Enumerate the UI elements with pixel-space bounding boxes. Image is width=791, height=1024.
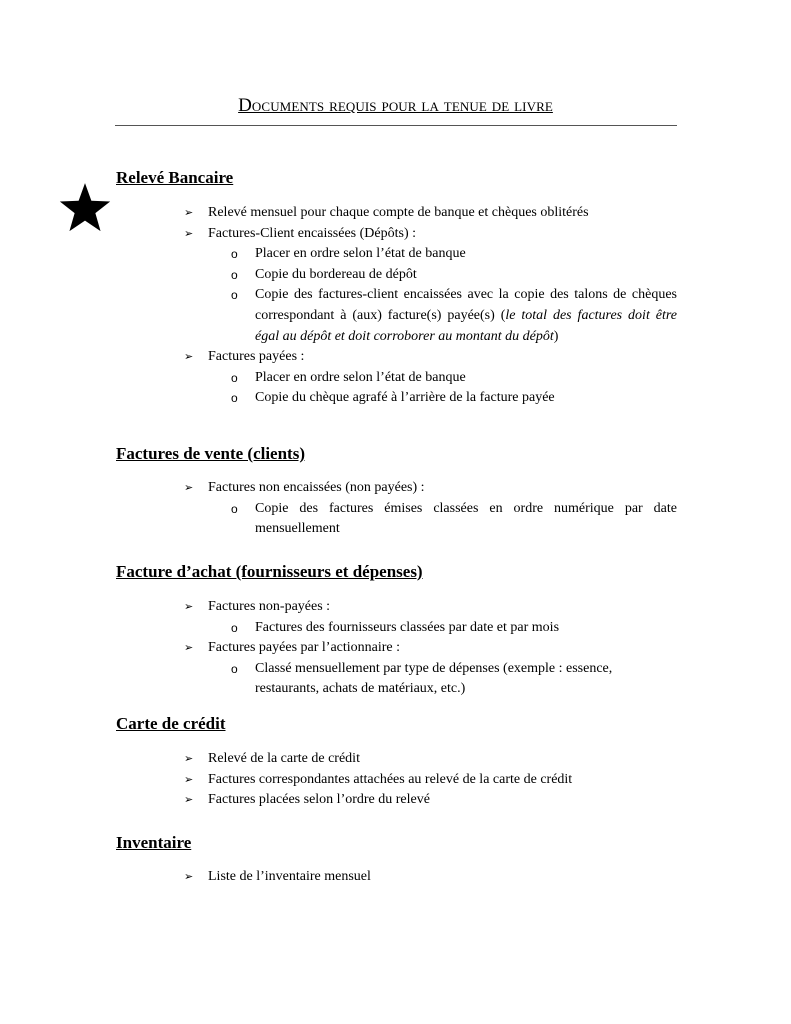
circle-bullet-icon: o [231,391,238,406]
section-list-releve-bancaire [184,203,677,409]
circle-bullet-icon: o [231,620,238,635]
sub-list-item: o Placer en ordre selon l’état de banque [231,368,677,389]
sub-list-item: o Placer en ordre selon l’état de banque [231,244,677,265]
list-item: ➢ Factures non-payées : o Factures des fournisseurs classées par date et par mois [184,597,677,638]
arrow-bullet-icon: ➢ [184,772,194,786]
sub-list [184,368,677,409]
section-heading-releve-bancaire: Relevé Bancaire [116,168,234,187]
arrow-bullet-icon: ➢ [184,600,194,613]
sub-list-item: o Copie du chèque agrafé à l’arrière de la facture payée [231,388,677,409]
list-item: ➢ Factures payées par l’actionnaire : o Classé mensuellement par type de dépenses (exemple : essence, restaurants, achats de matériaux, etc.) [184,638,677,700]
circle-bullet-icon: o [231,247,238,262]
arrow-bullet-icon: ➢ [184,206,194,219]
circle-bullet-icon: o [231,288,238,303]
sub-list [184,499,677,540]
italic-note: le total des factures doit être égal au dépôt et doit corroborer au montant du dépôt [255,307,677,344]
sub-list [184,659,677,700]
section-heading-factures-de-vente: Factures de vente (clients) [116,444,305,463]
section-list-carte-de-credit [184,749,677,811]
list-item: ➢ Factures payées : o Placer en ordre selon l’état de banque o Copie du chèque agrafé à l’arrière de la facture payée [184,347,677,409]
title-underline-rule [115,125,677,126]
arrow-bullet-icon: ➢ [184,350,194,364]
sub-list-item: o Copie des factures émises classées en ordre numérique par date mensuellement [231,500,677,537]
sub-list-item: o Copie du bordereau de dépôt [231,265,677,286]
arrow-bullet-icon: ➢ [184,481,194,494]
list-item: ➢ Liste de l’inventaire mensuel [184,867,677,888]
list-item: ➢ Factures placées selon l’ordre du relevé [184,790,677,811]
sub-list [184,618,677,639]
arrow-bullet-icon: ➢ [184,641,194,655]
list-item: ➢ Factures non encaissées (non payées) : o Copie des factures émises classées en ordre numérique par date mensuellement [184,478,677,540]
list-item: ➢ Factures-Client encaissées (Dépôts) : o Placer en ordre selon l’état de banque o Copie du bordereau de dépôt o Copie des factures-client encaissées avec la copie des talons de chèques correspondant à (aux) facture(s) payée(s) (le total des factures doit être égal au dépôt et doit corroborer au montant du dépôt) [184,224,677,348]
sub-list-item: o Copie des factures-client encaissées avec la copie des talons de chèques correspondant à (aux) facture(s) payée(s) (le total des factures doit être égal au dépôt et doit corroborer au montant du dépôt) [231,287,677,344]
list-item: ➢ Relevé mensuel pour chaque compte de banque et chèques oblitérés [184,203,677,224]
section-heading-facture-achat: Facture d’achat (fournisseurs et dépenses) [116,562,423,581]
arrow-bullet-icon: ➢ [184,226,194,240]
arrow-bullet-icon: ➢ [184,870,194,883]
sub-list-item: o Classé mensuellement par type de dépenses (exemple : essence, restaurants, achats de matériaux, etc.) [231,660,613,697]
sub-list-item: o Factures des fournisseurs classées par date et par mois [231,618,677,639]
section-list-facture-achat [184,597,677,700]
section-list-factures-de-vente [184,478,677,540]
section-heading-inventaire: Inventaire [116,833,192,852]
circle-bullet-icon: o [231,370,238,385]
arrow-bullet-icon: ➢ [184,793,194,807]
circle-bullet-icon: o [231,501,238,516]
arrow-bullet-icon: ➢ [184,752,194,765]
section-heading-carte-de-credit: Carte de crédit [116,714,226,733]
section-list-inventaire [184,867,677,888]
list-item: ➢ Relevé de la carte de crédit [184,749,677,770]
star-icon [58,181,112,235]
list-item: ➢ Factures correspondantes attachées au relevé de la carte de crédit [184,770,677,791]
circle-bullet-icon: o [231,267,238,282]
circle-bullet-icon: o [231,661,238,676]
sub-list [184,244,677,347]
document-title: Documents requis pour la tenue de livre [238,95,553,116]
